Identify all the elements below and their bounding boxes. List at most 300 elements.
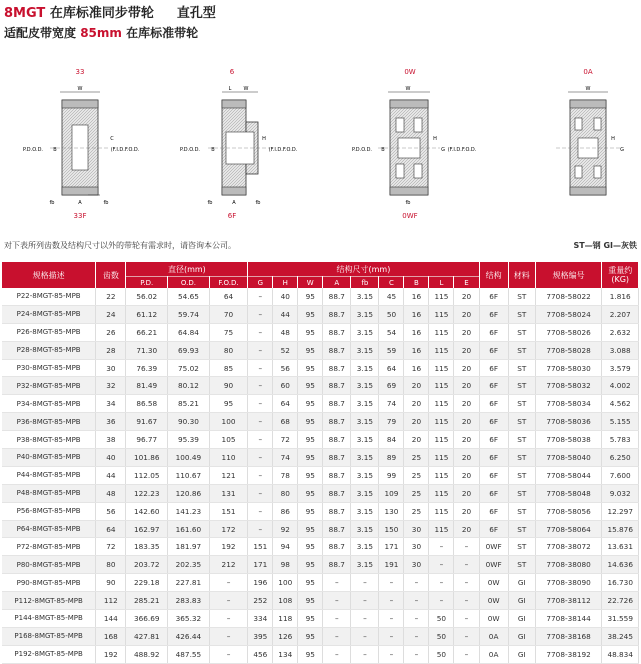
table-cell: 88.7	[323, 502, 351, 520]
table-cell: –	[323, 592, 351, 610]
table-cell-model: P24-8MGT-85-MPB	[2, 305, 96, 323]
table-cell: 4.562	[602, 395, 639, 413]
table-cell: 70	[209, 305, 248, 323]
diagram-bottom-label: 33F	[73, 212, 87, 220]
table-row	[2, 484, 639, 502]
table-cell: ST	[508, 520, 535, 538]
table-cell: 40	[273, 288, 298, 305]
table-cell-model: P168-8MGT-85-MPB	[2, 627, 96, 645]
table-cell: 101.86	[126, 449, 168, 467]
table-cell: 48	[96, 484, 126, 502]
table-cell: 0W	[479, 610, 508, 628]
table-cell: 141.23	[168, 502, 210, 520]
table-cell: 88.7	[323, 556, 351, 574]
table-cell: 92	[273, 520, 298, 538]
table-cell: 25	[404, 502, 429, 520]
diagram-6	[180, 68, 298, 220]
table-cell: 20	[404, 413, 429, 431]
svg-text:(F.I.D.F.O.D.: (F.I.D.F.O.D.	[268, 147, 298, 153]
table-cell: 3.15	[351, 288, 379, 305]
table-cell: 7708-38090	[535, 574, 602, 592]
table-cell: –	[379, 592, 404, 610]
title-text: 在库标准同步带轮	[49, 6, 154, 21]
table-cell: 192	[96, 645, 126, 663]
page-title	[4, 2, 216, 21]
table-cell: 25	[404, 449, 429, 467]
table-cell: 38	[96, 431, 126, 449]
svg-text:W: W	[77, 86, 83, 92]
table-cell: 100	[209, 413, 248, 431]
table-cell: 95	[298, 466, 323, 484]
table-cell: –	[323, 574, 351, 592]
table-cell: 7708-38144	[535, 610, 602, 628]
table-cell: 115	[429, 305, 454, 323]
table-cell: 72	[96, 538, 126, 556]
table-cell: 366.69	[126, 610, 168, 628]
table-cell: –	[248, 395, 273, 413]
table-cell: 95	[298, 627, 323, 645]
table-cell: 115	[429, 288, 454, 305]
table-cell: –	[404, 645, 429, 663]
table-cell-model: P90-8MGT-85-MPB	[2, 574, 96, 592]
table-cell: 6F	[479, 341, 508, 359]
table-cell: 3.579	[602, 359, 639, 377]
table-cell: 7708-58040	[535, 449, 602, 467]
table-cell: 88.7	[323, 359, 351, 377]
table-cell: 3.088	[602, 341, 639, 359]
table-cell: 118	[273, 610, 298, 628]
table-cell: –	[248, 466, 273, 484]
table-cell: 365.32	[168, 610, 210, 628]
table-cell: –	[209, 592, 248, 610]
table-cell: 85	[209, 359, 248, 377]
table-cell: 7708-38192	[535, 645, 602, 663]
table-cell: 252	[248, 592, 273, 610]
svg-text:fb: fb	[255, 200, 261, 206]
table-cell: 3.15	[351, 323, 379, 341]
table-cell: 0WF	[479, 556, 508, 574]
table-cell: 115	[429, 431, 454, 449]
table-cell-model: P112-8MGT-85-MPB	[2, 592, 96, 610]
table-cell: 76.39	[126, 359, 168, 377]
table-cell: 16	[404, 359, 429, 377]
table-cell-model: P34-8MGT-85-MPB	[2, 395, 96, 413]
table-cell: 115	[429, 520, 454, 538]
table-cell: 105	[209, 431, 248, 449]
table-cell: 71.30	[126, 341, 168, 359]
table-cell: 3.15	[351, 395, 379, 413]
table-cell: 98	[273, 556, 298, 574]
table-cell: 88.7	[323, 466, 351, 484]
table-cell: 115	[429, 359, 454, 377]
subheader-fod: F.O.D.	[209, 277, 248, 289]
table-cell: 7708-58030	[535, 359, 602, 377]
table-row	[2, 466, 639, 484]
table-cell: 7708-58022	[535, 288, 602, 305]
page-subtitle	[4, 24, 198, 41]
table-cell: 26	[96, 323, 126, 341]
table-cell: 488.92	[126, 645, 168, 663]
table-cell: 95	[298, 538, 323, 556]
table-cell: 171	[379, 538, 404, 556]
table-cell: 130	[379, 502, 404, 520]
header-material: 材料	[508, 262, 535, 288]
table-cell: –	[248, 341, 273, 359]
table-cell: 168	[96, 627, 126, 645]
table-row	[2, 502, 639, 520]
table-cell: 45	[379, 288, 404, 305]
table-cell: 34	[96, 395, 126, 413]
table-cell: 7708-58032	[535, 377, 602, 395]
svg-text:B: B	[381, 147, 385, 153]
table-row	[2, 538, 639, 556]
table-cell: 20	[454, 395, 479, 413]
table-cell: 40	[96, 449, 126, 467]
table-cell: ST	[508, 538, 535, 556]
table-cell: 7708-38112	[535, 592, 602, 610]
header-structure: 结构	[479, 262, 508, 288]
table-cell: 88.7	[323, 305, 351, 323]
table-cell: 0A	[479, 645, 508, 663]
table-cell: 100.49	[168, 449, 210, 467]
table-cell: 109	[379, 484, 404, 502]
table-row	[2, 431, 639, 449]
table-cell: –	[248, 413, 273, 431]
table-cell: –	[323, 610, 351, 628]
table-cell: 79	[379, 413, 404, 431]
table-cell: 95	[298, 610, 323, 628]
table-cell: –	[454, 574, 479, 592]
table-cell: 16	[404, 323, 429, 341]
table-cell: 95	[298, 520, 323, 538]
table-cell: 56	[273, 359, 298, 377]
table-cell: 59.74	[168, 305, 210, 323]
table-cell: 20	[454, 377, 479, 395]
table-cell: 44	[96, 466, 126, 484]
table-row	[2, 377, 639, 395]
table-cell: 110	[209, 449, 248, 467]
table-cell: 22	[96, 288, 126, 305]
table-cell: 20	[454, 502, 479, 520]
subheader-e: E	[454, 277, 479, 289]
table-cell: 60	[273, 377, 298, 395]
svg-text:W: W	[585, 86, 591, 92]
table-cell: 80	[273, 484, 298, 502]
table-cell: –	[404, 592, 429, 610]
table-cell: 95	[298, 502, 323, 520]
table-cell: 6F	[479, 466, 508, 484]
table-cell: 6F	[479, 377, 508, 395]
table-cell: 44	[273, 305, 298, 323]
table-cell: 6.250	[602, 449, 639, 467]
table-cell: 108	[273, 592, 298, 610]
table-cell: 0A	[479, 627, 508, 645]
table-cell: 20	[454, 466, 479, 484]
table-cell: 6F	[479, 502, 508, 520]
table-cell: 12.297	[602, 502, 639, 520]
header-model: 规格描述	[2, 262, 96, 288]
table-cell: GI	[508, 592, 535, 610]
table-cell: 20	[454, 484, 479, 502]
table-cell: 112	[96, 592, 126, 610]
table-cell: 1.816	[602, 288, 639, 305]
table-cell: 56.02	[126, 288, 168, 305]
table-cell: 7.600	[602, 466, 639, 484]
table-cell: –	[351, 627, 379, 645]
table-cell: 5.155	[602, 413, 639, 431]
table-cell: 0W	[479, 592, 508, 610]
table-cell: 95.39	[168, 431, 210, 449]
table-cell-model: P32-8MGT-85-MPB	[2, 377, 96, 395]
table-cell: 20	[454, 520, 479, 538]
spec-table	[2, 262, 639, 664]
table-cell-model: P44-8MGT-85-MPB	[2, 466, 96, 484]
table-cell: 25	[404, 484, 429, 502]
table-cell: 95	[298, 377, 323, 395]
table-cell: 88.7	[323, 538, 351, 556]
table-cell: 95	[298, 288, 323, 305]
table-cell: 20	[454, 323, 479, 341]
table-cell: –	[248, 377, 273, 395]
table-cell: 61.12	[126, 305, 168, 323]
table-cell: ST	[508, 484, 535, 502]
table-cell: 64	[273, 395, 298, 413]
table-cell: 78	[273, 466, 298, 484]
table-row	[2, 449, 639, 467]
table-cell: 203.72	[126, 556, 168, 574]
table-cell: 120.86	[168, 484, 210, 502]
svg-text:P.D.O.D.: P.D.O.D.	[22, 147, 44, 153]
table-row	[2, 556, 639, 574]
table-cell: 3.15	[351, 341, 379, 359]
table-cell: 7708-58034	[535, 395, 602, 413]
table-cell-model: P36-8MGT-85-MPB	[2, 413, 96, 431]
table-cell: –	[248, 520, 273, 538]
svg-text:6: 6	[229, 68, 235, 76]
table-row	[2, 592, 639, 610]
table-cell: 20	[454, 431, 479, 449]
table-cell: 456	[248, 645, 273, 663]
table-cell: GI	[508, 574, 535, 592]
table-cell: –	[379, 627, 404, 645]
table-cell: –	[209, 645, 248, 663]
table-cell: 64	[96, 520, 126, 538]
table-cell: ST	[508, 359, 535, 377]
table-cell: 126	[273, 627, 298, 645]
table-cell: 20	[454, 288, 479, 305]
table-cell: –	[351, 645, 379, 663]
table-cell: 90	[96, 574, 126, 592]
table-cell: 95	[298, 431, 323, 449]
svg-text:0A: 0A	[583, 68, 593, 76]
table-cell: 95	[298, 556, 323, 574]
table-cell: 74	[379, 395, 404, 413]
table-row	[2, 288, 639, 305]
table-cell: 191	[379, 556, 404, 574]
table-cell: 196	[248, 574, 273, 592]
table-cell: ST	[508, 556, 535, 574]
title-type: 直孔型	[176, 6, 216, 21]
table-cell: 183.35	[126, 538, 168, 556]
table-cell: 395	[248, 627, 273, 645]
table-cell: 110.67	[168, 466, 210, 484]
svg-text:H: H	[611, 136, 615, 142]
table-cell: 72	[273, 431, 298, 449]
table-cell: 95	[298, 323, 323, 341]
diagram-0w	[352, 68, 477, 220]
table-cell: 48	[273, 323, 298, 341]
table-cell: –	[248, 305, 273, 323]
diagram-top-label: 33	[75, 68, 85, 76]
table-cell: 15.876	[602, 520, 639, 538]
table-row	[2, 645, 639, 663]
table-cell: 151	[248, 538, 273, 556]
table-cell: 115	[429, 323, 454, 341]
table-cell: 3.15	[351, 520, 379, 538]
table-cell: 115	[429, 449, 454, 467]
svg-text:W: W	[405, 86, 411, 92]
table-cell: 151	[209, 502, 248, 520]
table-cell: –	[379, 574, 404, 592]
table-cell: ST	[508, 413, 535, 431]
table-cell: GI	[508, 610, 535, 628]
table-cell: 7708-58044	[535, 466, 602, 484]
pulley-diagrams	[0, 60, 641, 230]
subtitle-width: 85mm	[80, 26, 122, 40]
table-cell: 64	[379, 359, 404, 377]
table-cell: 88.7	[323, 413, 351, 431]
svg-text:fb: fb	[49, 200, 55, 206]
table-cell: 64	[209, 288, 248, 305]
table-cell: 95	[298, 395, 323, 413]
table-cell: 20	[454, 449, 479, 467]
svg-text:(F.I.D.F.O.D.: (F.I.D.F.O.D.	[447, 147, 477, 153]
subtitle-suffix: 在库标准带轮	[126, 26, 199, 40]
table-cell: –	[209, 610, 248, 628]
table-cell: ST	[508, 288, 535, 305]
table-cell: 7708-58028	[535, 341, 602, 359]
table-cell: 88.7	[323, 431, 351, 449]
table-cell: ST	[508, 395, 535, 413]
table-cell: 3.15	[351, 556, 379, 574]
table-cell: 95	[298, 645, 323, 663]
table-cell: 31.559	[602, 610, 639, 628]
table-cell: 30	[404, 556, 429, 574]
table-cell: 6F	[479, 395, 508, 413]
table-cell: 69	[379, 377, 404, 395]
table-cell: 9.032	[602, 484, 639, 502]
table-cell: 69.93	[168, 341, 210, 359]
table-cell: 212	[209, 556, 248, 574]
table-cell: 7708-38080	[535, 556, 602, 574]
subheader-h: H	[273, 277, 298, 289]
table-cell: ST	[508, 431, 535, 449]
table-cell: 115	[429, 466, 454, 484]
table-cell: 14.636	[602, 556, 639, 574]
table-cell: 115	[429, 413, 454, 431]
table-cell: 426.44	[168, 627, 210, 645]
table-cell-model: P72-8MGT-85-MPB	[2, 538, 96, 556]
table-cell: 115	[429, 484, 454, 502]
table-cell: ST	[508, 449, 535, 467]
table-cell: 88.7	[323, 520, 351, 538]
table-cell: 95	[298, 305, 323, 323]
table-cell: 95	[298, 341, 323, 359]
table-cell: 115	[429, 395, 454, 413]
svg-text:G: G	[441, 147, 445, 153]
table-cell: 20	[404, 395, 429, 413]
table-cell: 95	[298, 592, 323, 610]
table-cell: ST	[508, 323, 535, 341]
table-cell: 50	[429, 645, 454, 663]
subheader-g: G	[248, 277, 273, 289]
table-cell: 75	[209, 323, 248, 341]
header-weight: 重量约 (KG)	[602, 262, 639, 288]
table-cell: 112.05	[126, 466, 168, 484]
table-cell: 161.60	[168, 520, 210, 538]
table-cell: 91.67	[126, 413, 168, 431]
table-cell: 6F	[479, 413, 508, 431]
table-body	[2, 288, 639, 663]
table-cell: –	[209, 574, 248, 592]
table-cell: 86.58	[126, 395, 168, 413]
table-cell: 80	[96, 556, 126, 574]
table-row	[2, 395, 639, 413]
svg-text:P.D.O.D.: P.D.O.D.	[351, 147, 373, 153]
table-cell: –	[351, 610, 379, 628]
table-cell: 95	[298, 574, 323, 592]
table-cell: 96.77	[126, 431, 168, 449]
svg-text:0WF: 0WF	[402, 212, 418, 220]
table-cell: 7708-58026	[535, 323, 602, 341]
table-cell-model: P64-8MGT-85-MPB	[2, 520, 96, 538]
table-cell: 172	[209, 520, 248, 538]
table-cell: 88.7	[323, 395, 351, 413]
table-cell: 95	[298, 359, 323, 377]
table-cell: 95	[209, 395, 248, 413]
table-cell: 7708-38072	[535, 538, 602, 556]
table-cell: 88.7	[323, 323, 351, 341]
table-cell: 7708-38168	[535, 627, 602, 645]
table-row	[2, 359, 639, 377]
table-cell: 150	[379, 520, 404, 538]
table-cell: 66.21	[126, 323, 168, 341]
table-cell: 3.15	[351, 359, 379, 377]
table-cell: –	[209, 627, 248, 645]
table-cell: 2.632	[602, 323, 639, 341]
table-cell: 144	[96, 610, 126, 628]
diagram-0a	[556, 68, 624, 195]
table-cell: 131	[209, 484, 248, 502]
svg-text:fb: fb	[207, 200, 213, 206]
table-cell: –	[454, 556, 479, 574]
svg-text:A: A	[78, 200, 82, 206]
table-cell: –	[248, 502, 273, 520]
table-cell: –	[323, 627, 351, 645]
table-cell: –	[248, 288, 273, 305]
table-cell: 80.12	[168, 377, 210, 395]
header-structure-dims: 结构尺寸(mm)	[248, 262, 479, 277]
table-cell: 5.783	[602, 431, 639, 449]
svg-text:(F.I.D.F.O.D.: (F.I.D.F.O.D.	[110, 147, 140, 153]
table-cell: ST	[508, 305, 535, 323]
table-cell: 4.002	[602, 377, 639, 395]
table-cell-model: P56-8MGT-85-MPB	[2, 502, 96, 520]
table-cell: GI	[508, 627, 535, 645]
table-cell: 7708-58064	[535, 520, 602, 538]
table-cell: –	[404, 627, 429, 645]
svg-text:W: W	[243, 86, 249, 92]
